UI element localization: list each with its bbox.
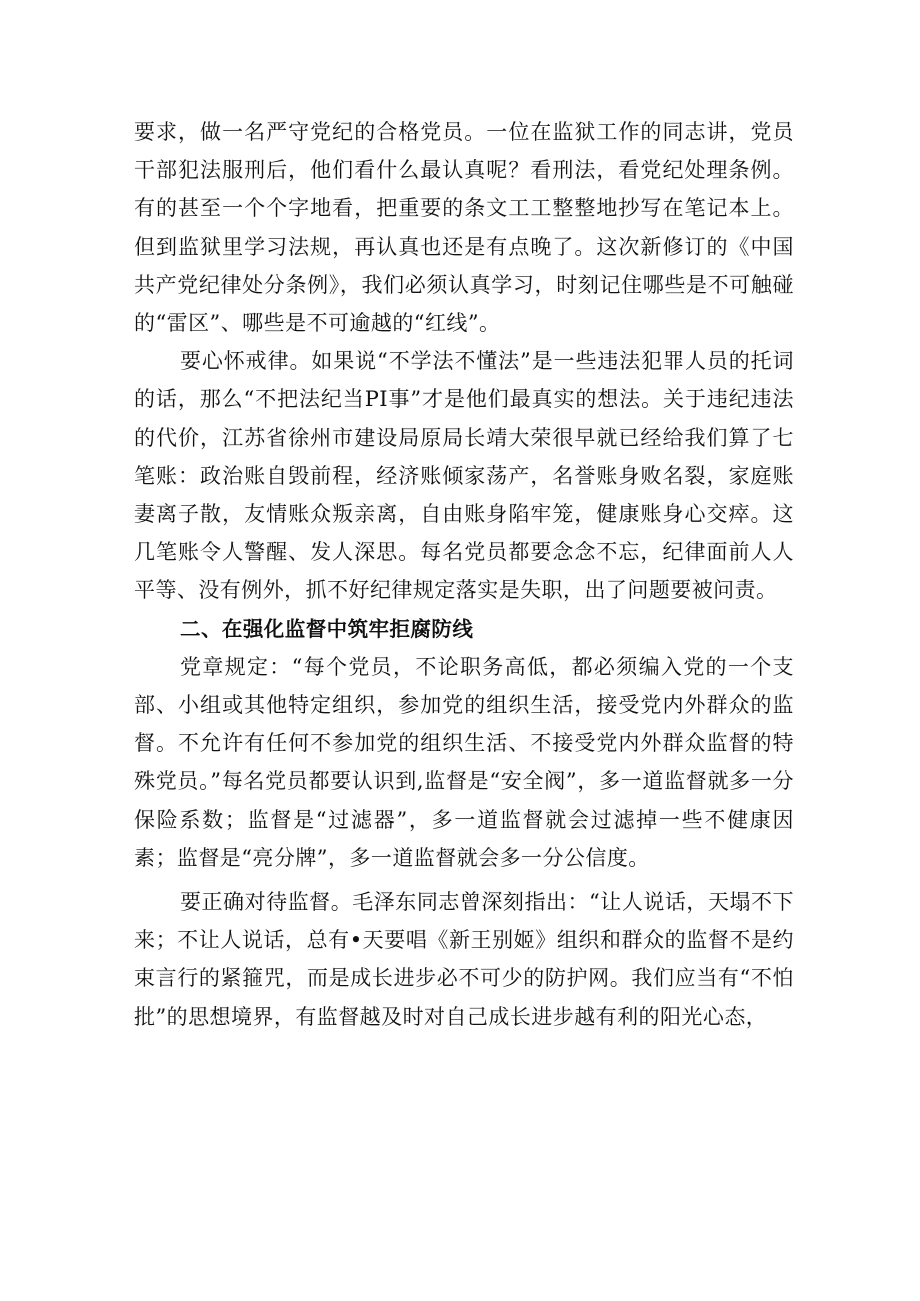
document-page — [134, 113, 794, 1036]
paragraph-party-constitution-quote: 党章规定：“每个党员，不论职务高低，都必须编入党的一个支部、小组或其他特定组织，参加党的组织生活，接受党内外群众的监督。不允许有任何不参加党的组织生活、不接受党内外群众监督的特殊党员。”每名党员都要认识到,监督是“安全阀”，多一道监督就多一分保险系数；监督是“过滤器”，多一道监督就会过滤掉一些不健康因素；监督是“亮分牌”，多一道监督就会多一分公信度。 — [134, 654, 794, 870]
paragraph-party-discipline-requirement: 要求，做一名严守党纪的合格党员。一位在监狱工作的同志讲，党员干部犯法服刑后，他们看什么最认真呢？看刑法，看党纪处理条例。有的甚至一个个字地看，把重要的条文工工整整地抄写在笔记本上。但到监狱里学习法规，再认真也还是有点晚了。这次新修订的《中国共产党纪律处分条例》，我们必须认真学习，时刻记住哪些是不可触碰的“雷区”、哪些是不可逾越的“红线”。 — [134, 120, 794, 336]
section-heading-supervision: 二、在强化监督中筑牢拒腐防线 — [180, 616, 474, 641]
paragraph-treat-supervision-correctly: 要正确对待监督。毛泽东同志曾深刻指出：“让人说话，天塌不下来；不让人说话，总有•天要唱《新王别姬》组织和群众的监督不是约束言行的紧箍咒，而是成长进步必不可少的防护网。我们应当有“不怕批”的思想境界，有监督越及时对自己成长进步越有利的阳光心态， — [134, 890, 794, 1029]
paragraph-keep-discipline-in-mind: 要心怀戒律。如果说“不学法不懂法”是一些违法犯罪人员的托词的话，那么“不把法纪当PI事”才是他们最真实的想法。关于违纪违法的代价，江苏省徐州市建设局原局长靖大荣很早就已经给我们算了七笔账：政治账自毁前程，经济账倾家荡产，名誉账身败名裂，家庭账妻离子散，友情账众叛亲离，自由账身陷牢笼，健康账身心交瘁。这几笔账令人警醒、发人深思。每名党员都要念念不忘，纪律面前人人平等、没有例外，抓不好纪律规定落实是失职，出了问题要被问责。 — [134, 349, 794, 603]
